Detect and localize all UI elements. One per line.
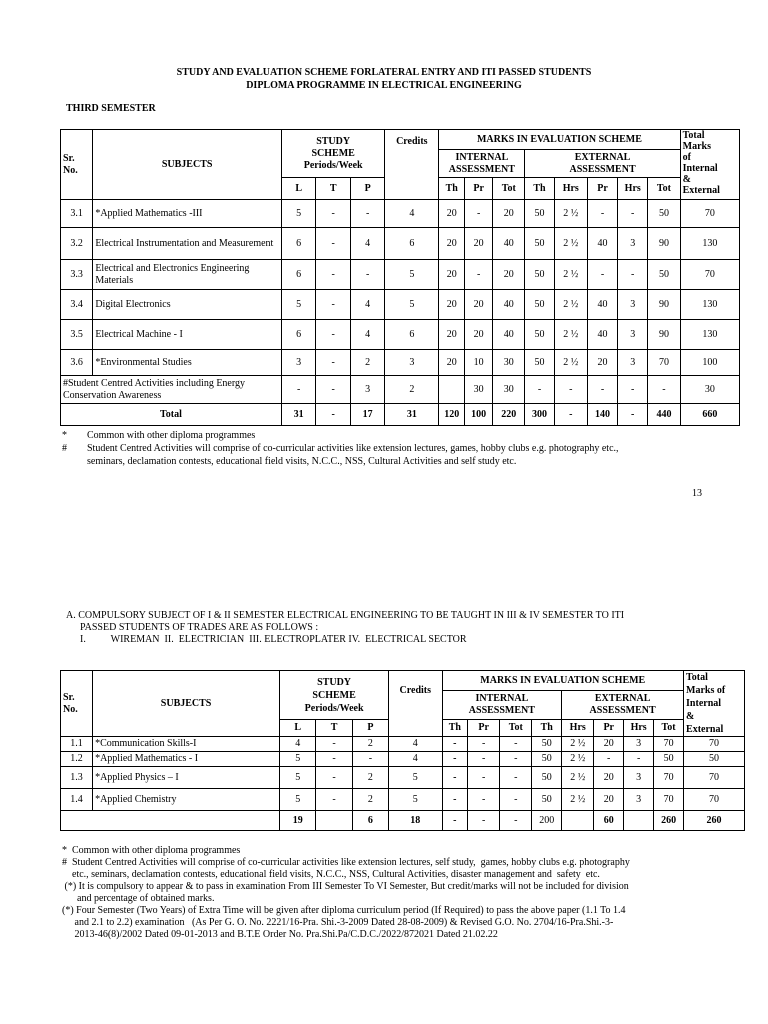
cell-credits: 6: [385, 320, 439, 350]
col-int-pr: Pr: [465, 178, 493, 200]
table-row: [61, 290, 740, 320]
cell: 2: [385, 376, 439, 404]
cell-T: -: [316, 290, 350, 320]
col-ext-pr: Pr: [587, 178, 617, 200]
cell-itot: 30: [493, 350, 525, 376]
cell-itot: -: [500, 789, 532, 811]
note-line: * Common with other diploma programmes: [62, 845, 241, 856]
cell-total: 130: [680, 228, 739, 260]
col-ext-th: Th: [532, 720, 562, 737]
subject-cell: Electrical and Electronics Engineering Materials: [93, 260, 282, 290]
cell: 260: [654, 811, 684, 831]
col-int-th: Th: [439, 178, 465, 200]
study-scheme-header: STUDY SCHEME Periods/Week: [281, 130, 384, 178]
cell-L: 5: [280, 767, 316, 789]
cell-eth: 50: [525, 200, 554, 228]
cell: 220: [493, 404, 525, 426]
cell-hrs: 2 ½: [554, 260, 587, 290]
col-int-tot: Tot: [493, 178, 525, 200]
cell-ipr: 20: [465, 320, 493, 350]
intro-line-3: I. WIREMAN II. ELECTRICIAN III. ELECTROPLATER IV. ELECTRICAL SECTOR: [80, 634, 467, 645]
marks-header: MARKS IN EVALUATION SCHEME: [439, 130, 680, 150]
cell-epr: 20: [594, 737, 624, 752]
marks-header: MARKS IN EVALUATION SCHEME: [442, 671, 684, 691]
cell-credits: 5: [389, 789, 442, 811]
cell-total: 70: [680, 200, 739, 228]
cell-etot: 90: [648, 228, 680, 260]
total-label: [61, 811, 280, 831]
cell-hrs: 2 ½: [562, 752, 594, 767]
col-L: L: [281, 178, 315, 200]
cell: -: [442, 811, 468, 831]
intro-line-2: PASSED STUDENTS OF TRADES ARE AS FOLLOWS :: [80, 622, 319, 633]
cell-itot: 20: [493, 260, 525, 290]
cell-total: 130: [680, 290, 739, 320]
cell-P: 4: [350, 320, 384, 350]
semester-heading: THIRD SEMESTER: [66, 103, 156, 114]
sca-subject: #Student Centred Activities including Energy Conservation Awareness: [61, 376, 282, 404]
total-marks-header: Total Marks of Internal & External: [684, 671, 745, 737]
subjects-header: SUBJECTS: [93, 671, 280, 737]
cell-P: 2: [352, 737, 388, 752]
cell-eth: 50: [525, 350, 554, 376]
table-row: [61, 260, 740, 290]
cell: -: [587, 376, 617, 404]
cell-ehrs: -: [618, 260, 648, 290]
table-row: [61, 767, 745, 789]
col-ext-hrs: Hrs: [554, 178, 587, 200]
third-semester-table: [60, 129, 740, 426]
cell-total: 70: [684, 789, 745, 811]
cell-epr: 40: [587, 320, 617, 350]
cell-itot: 40: [493, 320, 525, 350]
sr-no-cell: 1.1: [61, 737, 93, 752]
table-row: [61, 752, 745, 767]
table-row: [61, 228, 740, 260]
subject-cell: Electrical Machine - I: [93, 320, 282, 350]
cell: -: [525, 376, 554, 404]
footnote-hash-line-1: Student Centred Activities will comprise of co-curricular activities like extension lectures, games, hobby clubs e.g. photography etc.,: [87, 443, 619, 454]
sr-no-cell: 1.2: [61, 752, 93, 767]
cell-P: -: [350, 260, 384, 290]
cell-ipr: -: [468, 789, 500, 811]
cell-etot: 70: [648, 350, 680, 376]
cell-eth: 50: [532, 737, 562, 752]
cell-P: 4: [350, 228, 384, 260]
cell: -: [281, 376, 315, 404]
cell-P: -: [352, 752, 388, 767]
subject-cell: *Applied Chemistry: [93, 789, 280, 811]
cell-total: 70: [684, 767, 745, 789]
cell-T: -: [316, 260, 350, 290]
cell-T: -: [316, 320, 350, 350]
col-L: L: [280, 720, 316, 737]
note-line: and 2.1 to 2.2) examination (As Per G. O. No. 2221/16-Pra. Shi.-3-2009 Dated 28-08-2009) & Revised G.O. No. 2704/16-Pra.Shi.-3-: [62, 917, 614, 928]
total-row: [61, 404, 740, 426]
cell-hrs: 2 ½: [554, 320, 587, 350]
note-line: etc., seminars, declamation contests, educational field visits, N.C.C., NSS, Cultural Activities, disaster management and safety etc.: [62, 869, 600, 880]
cell-ipr: 20: [465, 290, 493, 320]
cell-ipr: 20: [465, 228, 493, 260]
cell: 31: [385, 404, 439, 426]
cell: 140: [587, 404, 617, 426]
cell-credits: 5: [389, 767, 442, 789]
cell: -: [500, 811, 532, 831]
col-int-pr: Pr: [468, 720, 500, 737]
page-number: 13: [692, 488, 702, 499]
cell-epr: 20: [587, 350, 617, 376]
sr-no-header: Sr. No.: [61, 671, 93, 737]
col-int-th: Th: [442, 720, 468, 737]
cell-etot: 70: [654, 789, 684, 811]
cell-epr: 20: [594, 789, 624, 811]
cell-itot: -: [500, 752, 532, 767]
cell-etot: 50: [648, 260, 680, 290]
cell-T: -: [316, 228, 350, 260]
credits-header: Credits: [389, 671, 442, 737]
note-line: 2013-46(8)/2002 Dated 09-01-2013 and B.T.E Order No. Pra.Shi.Pa/C.D.C./2022/872021 Dated 21.02.22: [62, 929, 498, 940]
cell-total: 50: [684, 752, 745, 767]
cell: [439, 376, 465, 404]
cell: 30: [493, 376, 525, 404]
cell-ehrs: 3: [618, 228, 648, 260]
cell: 660: [680, 404, 739, 426]
subject-cell: Digital Electronics: [93, 290, 282, 320]
cell: 30: [680, 376, 739, 404]
footnote-star-symbol: *: [62, 430, 67, 441]
cell-credits: 5: [385, 290, 439, 320]
credits-header: Credits: [385, 130, 439, 200]
cell-ehrs: 3: [618, 290, 648, 320]
cell-ith: -: [442, 752, 468, 767]
col-ext-hrs2: Hrs: [618, 178, 648, 200]
cell-epr: 20: [594, 767, 624, 789]
cell-ith: 20: [439, 350, 465, 376]
cell-hrs: 2 ½: [554, 200, 587, 228]
cell-credits: 5: [385, 260, 439, 290]
cell-ehrs: 3: [618, 320, 648, 350]
col-P: P: [350, 178, 384, 200]
intro-line-1: A. COMPULSORY SUBJECT OF I & II SEMESTER ELECTRICAL ENGINEERING TO BE TAUGHT IN III & IV SEMESTER TO ITI: [66, 610, 625, 621]
cell-L: 5: [280, 752, 316, 767]
cell-L: 5: [281, 290, 315, 320]
col-P: P: [352, 720, 388, 737]
cell: -: [648, 376, 680, 404]
external-assessment-header: EXTERNAL ASSESSMENT: [525, 150, 680, 178]
cell: 17: [350, 404, 384, 426]
sr-no-cell: 3.6: [61, 350, 93, 376]
cell-L: 4: [280, 737, 316, 752]
cell-hrs: 2 ½: [554, 350, 587, 376]
cell-ith: 20: [439, 320, 465, 350]
cell-total: 70: [680, 260, 739, 290]
cell-credits: 3: [385, 350, 439, 376]
cell-total: 100: [680, 350, 739, 376]
col-ext-tot: Tot: [654, 720, 684, 737]
cell: 260: [684, 811, 745, 831]
total-label: Total: [61, 404, 282, 426]
cell-ith: 20: [439, 290, 465, 320]
cell-total: 130: [680, 320, 739, 350]
cell-ipr: -: [465, 200, 493, 228]
table-row: [61, 789, 745, 811]
cell-eth: 50: [525, 320, 554, 350]
cell-P: 2: [352, 789, 388, 811]
cell: 18: [389, 811, 442, 831]
cell-ipr: 10: [465, 350, 493, 376]
cell-ith: 20: [439, 200, 465, 228]
total-marks-header: Total Marks of Internal & External: [680, 130, 739, 200]
subject-cell: *Applied Mathematics -III: [93, 200, 282, 228]
page2-notes: [62, 845, 752, 941]
cell-ipr: -: [465, 260, 493, 290]
cell-eth: 50: [532, 789, 562, 811]
table-row: [61, 737, 745, 752]
col-T: T: [316, 178, 350, 200]
cell-T: -: [316, 752, 352, 767]
cell-ith: -: [442, 767, 468, 789]
cell-credits: 4: [389, 737, 442, 752]
cell: 60: [594, 811, 624, 831]
sr-no-header: Sr. No.: [61, 130, 93, 200]
cell: -: [618, 404, 648, 426]
cell: 3: [350, 376, 384, 404]
cell-ehrs: 3: [618, 350, 648, 376]
cell-etot: 70: [654, 737, 684, 752]
cell-L: 3: [281, 350, 315, 376]
col-ext-pr: Pr: [594, 720, 624, 737]
cell-ehrs: 3: [624, 789, 654, 811]
cell: -: [468, 811, 500, 831]
col-int-tot: Tot: [500, 720, 532, 737]
cell: 6: [352, 811, 388, 831]
note-line: (*) Four Semester (Two Years) of Extra Time will be given after diploma curriculum period (If Required) to pass the above paper (1.1 To 1.4: [62, 905, 626, 916]
study-scheme-header: STUDY SCHEME Periods/Week: [280, 671, 389, 720]
cell-itot: 20: [493, 200, 525, 228]
subject-cell: *Applied Mathematics - I: [93, 752, 280, 767]
cell-itot: 40: [493, 228, 525, 260]
cell-eth: 50: [532, 752, 562, 767]
cell-credits: 6: [385, 228, 439, 260]
table-row: [61, 200, 740, 228]
cell-L: 6: [281, 228, 315, 260]
cell-T: -: [316, 200, 350, 228]
cell-epr: 40: [587, 228, 617, 260]
page-title-line-2: DIPLOMA PROGRAMME IN ELECTRICAL ENGINEERING: [246, 80, 522, 91]
cell-etot: 50: [654, 752, 684, 767]
cell-T: -: [316, 767, 352, 789]
cell-L: 5: [281, 200, 315, 228]
cell-L: 6: [281, 260, 315, 290]
cell: -: [618, 376, 648, 404]
cell-epr: -: [587, 260, 617, 290]
cell-hrs: 2 ½: [562, 737, 594, 752]
cell-itot: -: [500, 737, 532, 752]
cell-ehrs: 3: [624, 737, 654, 752]
col-ext-tot: Tot: [648, 178, 680, 200]
iti-subjects-table: [60, 670, 745, 831]
cell: 30: [465, 376, 493, 404]
cell-ehrs: -: [618, 200, 648, 228]
note-line: (*) It is compulsory to appear & to pass in examination From III Semester To VI Semester, But credit/marks will not be included for division: [62, 881, 629, 892]
cell-T: -: [316, 737, 352, 752]
cell-epr: -: [594, 752, 624, 767]
total-row: [61, 811, 745, 831]
cell: 440: [648, 404, 680, 426]
subject-cell: *Applied Physics – I: [93, 767, 280, 789]
cell-ehrs: -: [624, 752, 654, 767]
sr-no-cell: 1.3: [61, 767, 93, 789]
sr-no-cell: 3.1: [61, 200, 93, 228]
cell-P: -: [350, 200, 384, 228]
sr-no-cell: 1.4: [61, 789, 93, 811]
cell-hrs: 2 ½: [554, 290, 587, 320]
cell-L: 5: [280, 789, 316, 811]
cell-P: 4: [350, 290, 384, 320]
footnote-hash-symbol: #: [62, 443, 67, 454]
col-ext-th: Th: [525, 178, 554, 200]
cell-etot: 90: [648, 320, 680, 350]
sca-row: [61, 376, 740, 404]
table-row: [61, 320, 740, 350]
sr-no-cell: 3.5: [61, 320, 93, 350]
cell-hrs: 2 ½: [554, 228, 587, 260]
external-assessment-header: EXTERNAL ASSESSMENT: [562, 691, 684, 720]
cell-hrs: 2 ½: [562, 767, 594, 789]
cell: 19: [280, 811, 316, 831]
note-line: # Student Centred Activities will comprise of co-curricular activities like extension lectures, self study, games, hobby clubs e.g. photography: [62, 857, 630, 868]
cell: 120: [439, 404, 465, 426]
subject-cell: *Communication Skills-I: [93, 737, 280, 752]
sr-no-cell: 3.4: [61, 290, 93, 320]
cell-T: -: [316, 350, 350, 376]
cell-etot: 70: [654, 767, 684, 789]
cell: 300: [525, 404, 554, 426]
subject-cell: Electrical Instrumentation and Measurement: [93, 228, 282, 260]
sr-no-cell: 3.2: [61, 228, 93, 260]
cell-eth: 50: [525, 260, 554, 290]
cell-T: -: [316, 789, 352, 811]
cell-credits: 4: [385, 200, 439, 228]
col-ext-hrs2: Hrs: [624, 720, 654, 737]
cell-ith: -: [442, 737, 468, 752]
cell-ith: 20: [439, 260, 465, 290]
cell: -: [316, 376, 350, 404]
cell-total: 70: [684, 737, 745, 752]
cell-eth: 50: [525, 290, 554, 320]
cell: 200: [532, 811, 562, 831]
cell: -: [554, 404, 587, 426]
cell: [624, 811, 654, 831]
table-row: [61, 350, 740, 376]
sr-no-cell: 3.3: [61, 260, 93, 290]
cell: 31: [281, 404, 315, 426]
page-title-line-1: STUDY AND EVALUATION SCHEME FORLATERAL ENTRY AND ITI PASSED STUDENTS: [176, 67, 592, 78]
cell-hrs: 2 ½: [562, 789, 594, 811]
cell-eth: 50: [532, 767, 562, 789]
cell-ehrs: 3: [624, 767, 654, 789]
cell-eth: 50: [525, 228, 554, 260]
cell-epr: 40: [587, 290, 617, 320]
internal-assessment-header: INTERNAL ASSESSMENT: [439, 150, 525, 178]
cell-L: 6: [281, 320, 315, 350]
cell-itot: 40: [493, 290, 525, 320]
cell-ipr: -: [468, 752, 500, 767]
cell-ith: -: [442, 789, 468, 811]
cell-P: 2: [350, 350, 384, 376]
internal-assessment-header: INTERNAL ASSESSMENT: [442, 691, 562, 720]
subjects-header: SUBJECTS: [93, 130, 282, 200]
cell-ith: 20: [439, 228, 465, 260]
cell-itot: -: [500, 767, 532, 789]
col-T: T: [316, 720, 352, 737]
cell-epr: -: [587, 200, 617, 228]
cell: 100: [465, 404, 493, 426]
cell-ipr: -: [468, 767, 500, 789]
footnote-star: Common with other diploma programmes: [87, 430, 256, 441]
note-line: and percentage of obtained marks.: [62, 893, 215, 904]
cell-etot: 50: [648, 200, 680, 228]
cell: -: [554, 376, 587, 404]
cell: [316, 811, 352, 831]
cell-ipr: -: [468, 737, 500, 752]
cell-etot: 90: [648, 290, 680, 320]
footnote-hash-line-2: seminars, declamation contests, educational field visits, N.C.C., NSS, Cultural Activities and self study etc.: [87, 456, 517, 467]
cell-P: 2: [352, 767, 388, 789]
cell-credits: 4: [389, 752, 442, 767]
cell: -: [316, 404, 350, 426]
col-ext-hrs: Hrs: [562, 720, 594, 737]
subject-cell: *Environmental Studies: [93, 350, 282, 376]
cell: [562, 811, 594, 831]
